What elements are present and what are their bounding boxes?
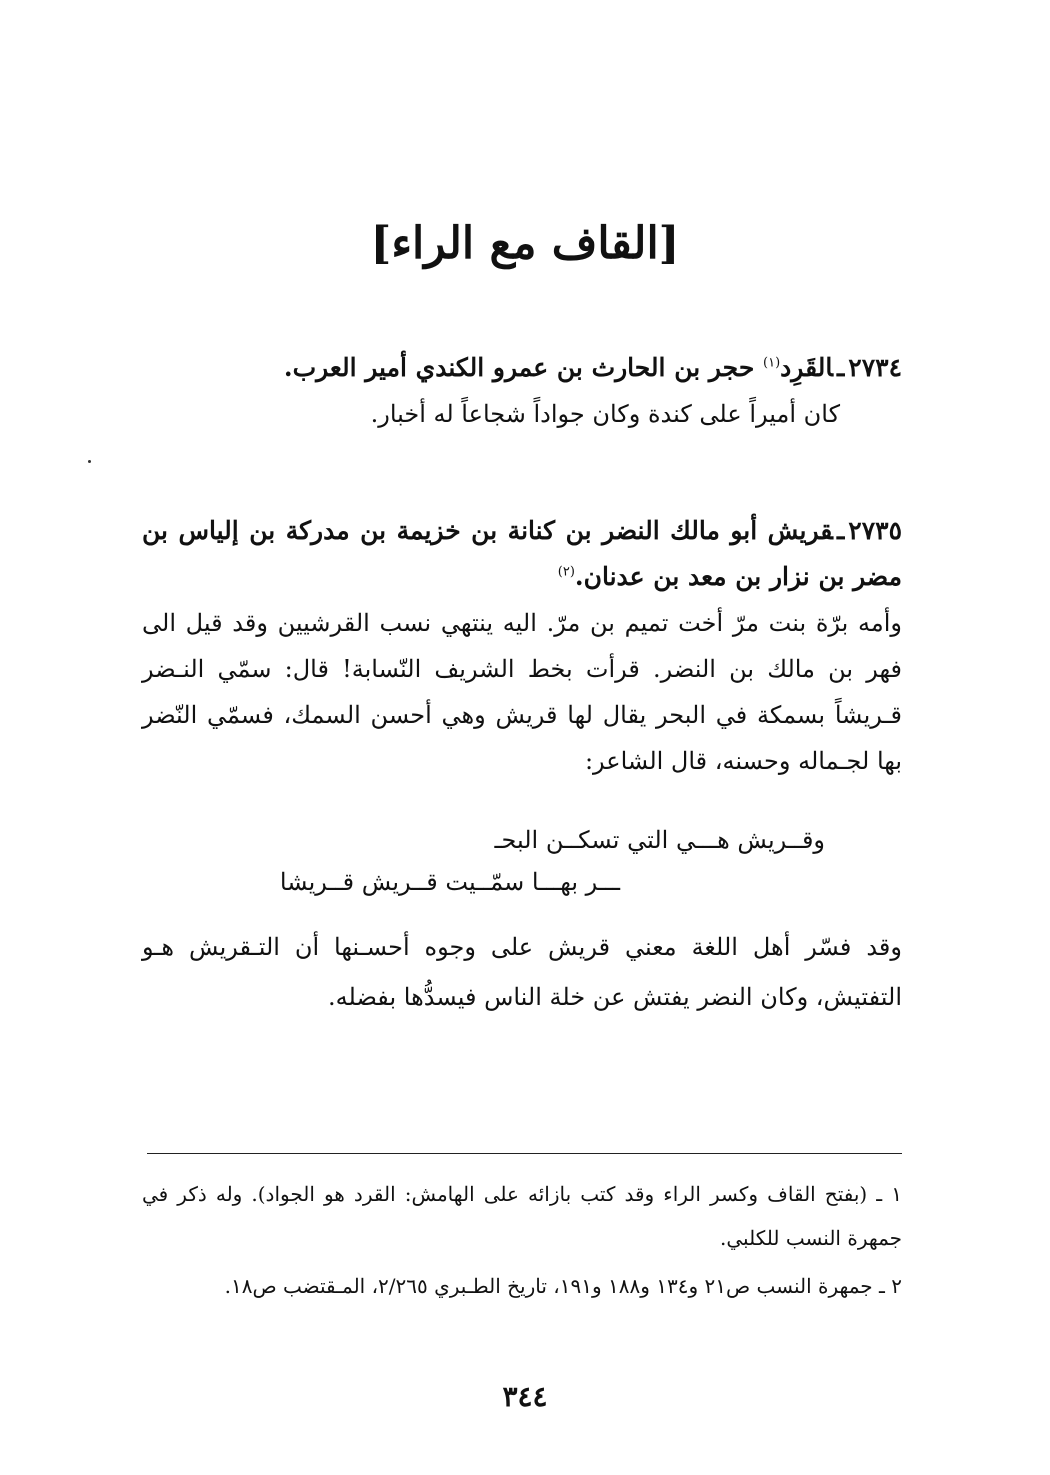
stray-mark	[88, 460, 91, 463]
page-number: ٣٤٤	[502, 1380, 548, 1413]
entry-number: ٢٧٣٤	[848, 353, 902, 382]
entry-heading	[142, 508, 902, 600]
entry-number: ٢٧٣٥	[848, 516, 902, 545]
entry-2735	[142, 508, 902, 784]
entry-head-text: قريش أبو مالك النضر بن كنانة بن خزيمة بن مدركة بن إلياس بن مضر بن نزار بن معد بن عدنان.	[142, 516, 902, 591]
verse-line-1: وقــريش هـــي التي تسكــن البحـ	[494, 826, 825, 854]
entry-2734	[142, 345, 902, 437]
entry-body: وأمه برّة بنت مرّ أخت تميم بن مرّ. اليه ينتهي نسب القرشيين وقد قيل الى فهر بن مالك بن النضر. قرأت بخط الشريف النّسابة! قال: سمّي النـضر قـريشاً بسمكة في البحر يقال لها قريش وهي أحسن السمك، فسمّي النّضر بها لجـماله وحسنه، قال الشاعر:	[142, 609, 902, 775]
entry-head-rest: حجر بن الحارث بن عمرو الكندي أمير العرب.	[283, 353, 755, 382]
entry-heading	[142, 345, 902, 391]
entry-body-continued: وقد فسّر أهل اللغة معني قريش على وجوه أحسـنها أن التـقريش هـو التفتيش، وكان النضر يفتش عن خلة الناس فيسدُّها بفضله.	[142, 933, 902, 1011]
footnote-ref: (٢)	[557, 564, 575, 580]
footnote-ref: (١)	[763, 355, 781, 371]
entry-body: كان أميراً على كندة وكان جواداً شجاعاً له أخبار.	[370, 400, 840, 428]
entry-separator: ـ	[836, 353, 845, 382]
verse-line-2: ـــر بهـــا سمّــيت قــريش قــريشا	[279, 868, 620, 896]
chapter-title: [القاف مع الراء]	[370, 218, 680, 269]
footnote-1: ١ ـ (بفتح القاف وكسر الراء وقد كتب بازائه على الهامش: القرد هو الجواد). وله ذكر في جمهرة النسب للكلبي.	[142, 1182, 902, 1250]
footnote-divider	[147, 1153, 902, 1154]
footnotes	[142, 1172, 902, 1312]
footnote-2: ٢ ـ جمهرة النسب ص٢١ و١٣٤ و١٨٨ و١٩١، تاريخ الطـبري ٢/٢٦٥، المـقتضب ص١٨.	[224, 1274, 902, 1298]
entry-head-name: القَرِد	[780, 353, 833, 382]
entry-separator: ـ	[836, 516, 845, 545]
